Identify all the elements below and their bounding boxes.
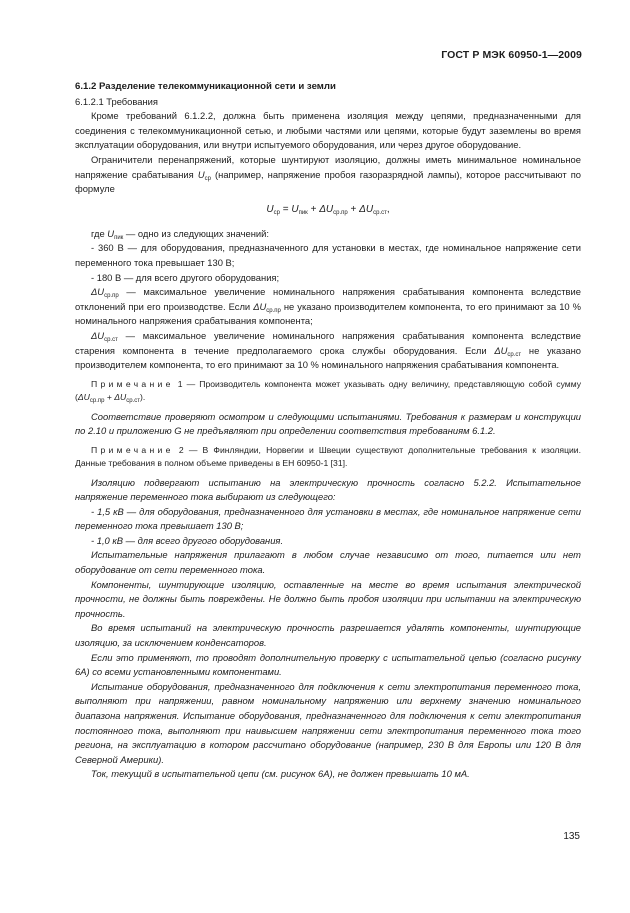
section-subtitle: 6.1.2.1 Требования (75, 95, 158, 107)
compliance-1-0kv: - 1,0 кВ — для всего другого оборудования. (91, 534, 284, 546)
compliance-test-voltages: Испытательные напряжения прилагают в любом случае независимо от того, питается или нет оборудование от сети переменного тока. (75, 549, 581, 576)
symbol-ucp: $U_{ср}$ (197, 168, 211, 182)
text-fragment: Ограничители перенапряжений, которые шунтируют изоляцию, должны иметь минимальное номинальное напряжение срабатывания (75, 153, 581, 180)
definition-du-aging: $\Delta U_{ср.ст}$ — максимальное увеличение номинального напряжения срабатывания компонента вследствие старения компонента в течение предполагаемого срока службы оборудования. Если $\Delta U_{ср.ст}$ не указано производителем компонента, то его принимают за 10 % номинального напряжения срабатывания компонента. (75, 329, 582, 371)
definition-360v: - 360 В — для оборудования, предназначенного для установки в местах, где номинальное напряжение сети переменного тока превышает 130 В; (75, 242, 581, 268)
paragraph-requirements: Кроме требований 6.1.2.2, должна быть применена изоляция между цепями, предназначенными для соединения с телекоммуникационной сетью, и любыми частями или цепями, которые будут заземлены во время эксплуатации оборудования, или внутри испытуемого оборудования, или через другое оборудование. (75, 110, 581, 151)
formula: $U_{ср} = U_{пик} + \Delta U_{ср.пр} + \Delta U_{ср.ст}$, (266, 203, 390, 216)
paragraph-surge-limiters (75, 153, 581, 197)
note-1: Примечание 1 — Производитель компонента может указывать одну величину, представляющую собой сумму $(\Delta U_{ср.пр} + \Delta U_{ср.ст})$. (75, 378, 581, 405)
compliance-supply-voltage: Испытание оборудования, предназначенного для подключения к сети электропитания переменного тока, выполняют при напряжении, равном номинальному напряжению или верхнему значению номинального диапазона напряжения. Испытание оборудования, предназначенного для подключения к сети электропитания постоянного тока, выполняют при наивысшем напряжении сети электропитания переменного тока того региона, на эксплуатацию в котором рассчитано оборудование (например, 230 В для Европы или 120 В для Северной Америки). (75, 680, 581, 765)
definition-180v: - 180 В — для всего другого оборудования; (91, 271, 280, 283)
page-number: 135 (563, 831, 580, 842)
definition-du-production: $\Delta U_{ср.пр}$ — максимальное увеличение номинального напряжения срабатывания компонента вследствие отклонений при его производстве. Если $\Delta U_{ср.пр}$ не указано производителем компонента, то его принимают за 10 % номинального напряжения срабатывания компонента; (75, 286, 581, 327)
compliance-current-limit: Ток, текущий в испытательной цепи (см. рисунок 6A), не должен превышать 10 мА. (91, 768, 470, 780)
standard-header: ГОСТ Р МЭК 60950-1—2009 (441, 49, 582, 61)
compliance-remove-components: Во время испытаний на электрическую прочность разрешается удалять компоненты, шунтирующие изоляцию, за исключением конденсаторов. (75, 622, 581, 649)
text-fragment: (например, напряжение пробоя газоразрядной лампы), которое рассчитывают по формуле (75, 168, 581, 195)
where-line: где $U_{пик}$ — одно из следующих значений: (91, 227, 269, 241)
section-title: 6.1.2 Разделение телекоммуникационной сети и земли (75, 81, 336, 92)
compliance-additional-check: Если это применяют, то проводят дополнительную проверку с испытательной цепью (согласно рисунку 6A) со всеми установленными компонентами. (75, 651, 581, 678)
note-2: Примечание 2 — В Финляндии, Норвегии и Швеции существуют дополнительные требования к изоляции. Данные требования в полном объеме приведены в ЕН 60950-1 [31]. (75, 444, 581, 469)
compliance-1-5kv: - 1,5 кВ — для оборудования, предназначенного для установки в местах, где номинальное напряжение сети переменного тока превышает 130 В; (75, 505, 581, 532)
compliance-inspection: Соответствие проверяют осмотром и следующими испытаниями. Требования к размерам и конструкции по 2.10 и приложению G не предъявляют при определении соответствия требованиям 6.1.2. (75, 410, 581, 437)
compliance-dielectric-test: Изоляцию подвергают испытанию на электрическую прочность согласно 5.2.2. Испытательное напряжение переменного тока выбирают из следующего: (75, 476, 581, 503)
compliance-components: Компоненты, шунтирующие изоляцию, оставленные на месте во время испытания электрической прочности, не должны быть повреждены. Не должно быть пробоя изоляции при испытании на электрическую прочность. (75, 578, 581, 619)
page-content (75, 80, 581, 782)
